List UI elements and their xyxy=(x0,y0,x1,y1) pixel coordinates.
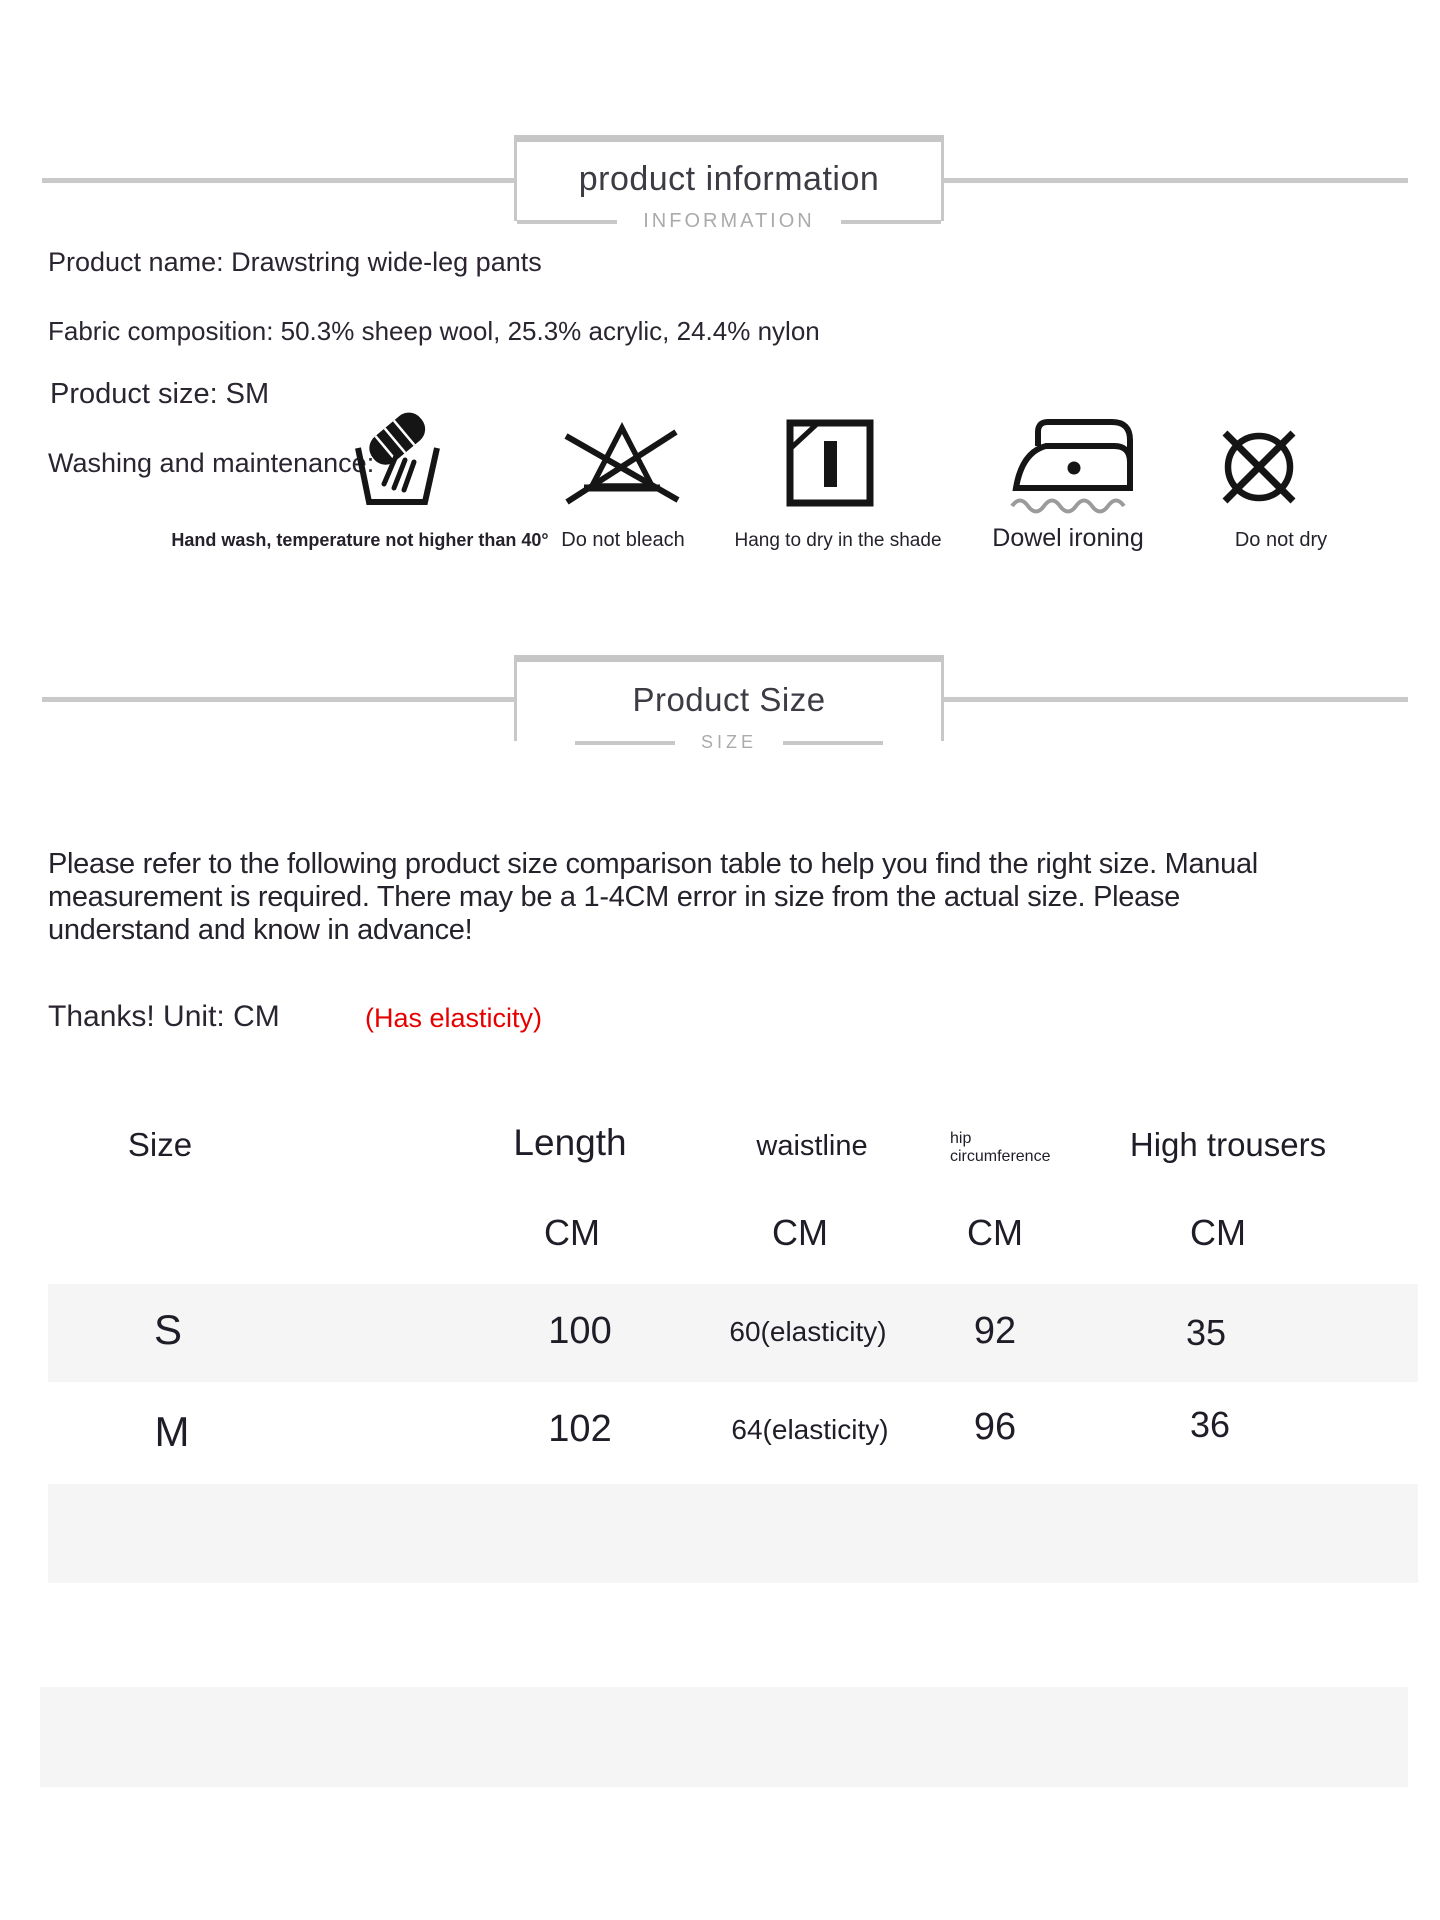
product-size-header xyxy=(514,655,944,752)
unit-line: Thanks! Unit: CM xyxy=(48,1000,280,1033)
table-header-size: Size xyxy=(127,1126,193,1163)
elasticity-note: (Has elasticity) xyxy=(365,1003,543,1033)
section-title: product information xyxy=(578,160,880,198)
divider-line xyxy=(42,178,514,183)
table-header-length: Length xyxy=(513,1122,627,1163)
care-caption-do-not-dry: Do not dry xyxy=(1234,529,1328,551)
divider-line xyxy=(517,220,617,224)
section-title: Product Size xyxy=(632,680,826,718)
section-subtitle-row xyxy=(514,210,944,233)
table-unit-waistline: CM xyxy=(772,1212,828,1253)
table-unit-hip: CM xyxy=(967,1212,1023,1253)
hang-dry-shade-icon xyxy=(785,418,875,508)
divider-line xyxy=(944,697,1408,702)
table-cell-m-length: 102 xyxy=(548,1408,612,1450)
product-name-line: Product name: Drawstring wide-leg pants xyxy=(48,247,542,277)
care-caption-hang-dry: Hang to dry in the shade xyxy=(734,530,942,551)
divider-line xyxy=(944,178,1408,183)
hand-wash-icon xyxy=(338,404,450,512)
table-cell-m-hip: 96 xyxy=(973,1406,1017,1448)
table-cell-m-size: M xyxy=(154,1408,190,1455)
table-cell-m-waistline: 64(elasticity) xyxy=(731,1414,889,1445)
product-information-header xyxy=(514,135,944,232)
care-caption-do-not-bleach: Do not bleach xyxy=(561,529,685,551)
fabric-composition-line: Fabric composition: 50.3% sheep wool, 25.3% acrylic, 24.4% nylon xyxy=(48,316,820,346)
divider-line xyxy=(575,741,675,745)
table-cell-s-length: 100 xyxy=(548,1310,612,1352)
do-not-dry-icon xyxy=(1216,424,1302,510)
table-header-high-trousers: High trousers xyxy=(1129,1126,1327,1163)
care-caption-hand-wash: Hand wash, temperature not higher than 40° xyxy=(171,530,549,550)
product-size-line: Product size: SM xyxy=(50,378,270,410)
section-subtitle-row xyxy=(514,732,944,753)
size-note: Please refer to the following product size comparison table to help you find the right size. Manual measurement is required. There may be a 1-4CM error in size from the actual size. Please understand and know in advance! xyxy=(48,848,1258,946)
table-unit-length: CM xyxy=(544,1212,600,1253)
table-cell-s-size: S xyxy=(153,1306,183,1353)
table-row xyxy=(48,1484,1418,1583)
table-cell-m-high-trousers: 36 xyxy=(1189,1404,1231,1445)
care-caption-iron: Dowel ironing xyxy=(992,524,1144,552)
bottom-band xyxy=(40,1687,1408,1787)
divider-line xyxy=(783,741,883,745)
table-cell-s-hip: 92 xyxy=(973,1310,1017,1352)
table-unit-high-trousers: CM xyxy=(1190,1212,1246,1253)
divider-line xyxy=(841,220,941,224)
section-subtitle: SIZE xyxy=(700,732,757,752)
table-header-hip-circumference: hip circumference xyxy=(950,1130,1051,1165)
do-not-bleach-icon xyxy=(563,420,681,506)
table-cell-s-high-trousers: 35 xyxy=(1185,1312,1227,1353)
care-label: Washing and maintenance: xyxy=(48,448,375,478)
divider-line xyxy=(42,697,514,702)
section-subtitle: INFORMATION xyxy=(643,210,815,232)
iron-icon xyxy=(1008,416,1138,518)
table-cell-s-waistline: 60(elasticity) xyxy=(729,1316,887,1347)
table-header-waistline: waistline xyxy=(756,1130,868,1162)
